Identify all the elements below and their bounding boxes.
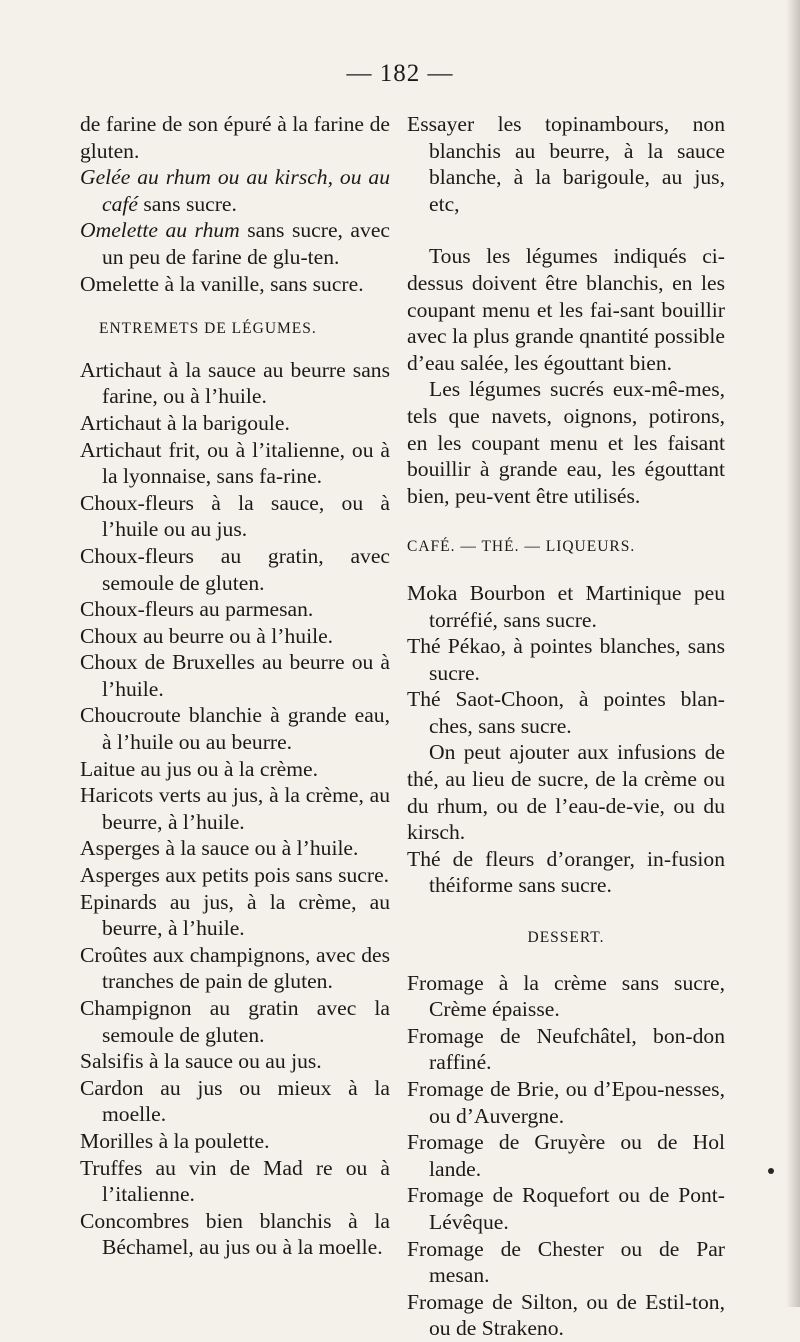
list-item: Thé Saot-Choon, à pointes blan-ches, sans sucre.	[407, 687, 725, 738]
section-title-dessert: DESSERT.	[527, 929, 605, 947]
list-item: Croûtes aux champignons, avec des tranches de pain de gluten.	[80, 942, 390, 994]
list-item: Moka Bourbon et Martinique peu torréfié, sans sucre.	[407, 580, 725, 632]
list-item: Morilles à la poulette.	[80, 1128, 270, 1153]
list-item: Cardon au jus ou mieux à la moelle.	[80, 1075, 390, 1127]
right-column	[407, 111, 725, 1342]
list-item: Fromage à la crème sans sucre, Crème épaisse.	[407, 970, 725, 1022]
list-item: Choux-fleurs à la sauce, ou à l’huile ou au jus.	[80, 490, 390, 542]
list-item: Salsifis à la sauce ou au jus.	[80, 1049, 322, 1074]
intro-entry	[80, 217, 390, 270]
list-item: Epinards au jus, à la crème, au beurre, à l’huile.	[80, 889, 390, 941]
list-item: Asperges à la sauce ou à l’huile.	[80, 836, 359, 861]
list-item: Fromage de Silton, ou de Estil-ton, ou de Strakeno.	[407, 1289, 725, 1341]
list-item: Choux-fleurs au gratin, avec semoule de gluten.	[80, 543, 390, 595]
list-item: Choux de Bruxelles au beurre ou à l’huile.	[80, 650, 390, 701]
list-item: Choux au beurre ou à l’huile.	[80, 623, 334, 648]
list-item: Champignon au gratin avec la semoule de gluten.	[80, 996, 390, 1047]
intro-entry: Omelette à la vanille, sans sucre.	[80, 271, 364, 296]
intro-entry-italic: Gelée au rhum ou au kirsch, ou au café	[80, 165, 390, 216]
section-title-entremets: ENTREMETS DE LÉGUMES.	[99, 320, 317, 338]
intro-entry-suffix: sans sucre, avec un peu de farine de glu-ten.	[102, 218, 390, 269]
intro-entry: Essayer les topinambours, non blanchis au beurre, à la sauce blanche, à la barigoule, au jus, etc,	[407, 112, 725, 216]
left-column	[80, 111, 390, 1261]
section-title-cafe: CAFÉ. — THÉ. — LIQUEURS.	[407, 538, 636, 556]
list-item: Fromage de Brie, ou d’Epou-nesses, ou d’Auvergne.	[407, 1077, 725, 1128]
intro-entry-italic: Omelette au rhum	[80, 218, 240, 243]
list-item: Haricots verts au jus, à la crème, au beurre, à l’huile.	[80, 783, 390, 834]
ink-speck	[768, 1168, 774, 1174]
list-item: Artichaut frit, ou à l’italienne, ou à la lyonnaise, sans fa-rine.	[80, 437, 390, 489]
page-edge-shadow	[786, 0, 800, 1307]
list-item: Fromage de Gruyère ou de Hol lande.	[407, 1130, 725, 1181]
intro-entry: de farine de son épuré à la farine de gluten.	[80, 112, 390, 163]
list-item: Choux-fleurs au parmesan.	[80, 597, 314, 622]
list-item: Fromage de Neufchâtel, bon-don raffiné.	[407, 1023, 725, 1075]
paragraph: Les légumes sucrés eux-mê-mes, tels que navets, oignons, potirons, en les coupant menu et les faisant bouillir à grande eau, les égouttant bien, peu-vent être utilisés.	[407, 377, 725, 508]
list-item: Concombres bien blanchis à la Béchamel, au jus ou à la moelle.	[80, 1208, 390, 1260]
intro-entry	[80, 164, 390, 217]
list-item: Fromage de Chester ou de Par mesan.	[407, 1236, 725, 1288]
list-item: Laitue au jus ou à la crème.	[80, 756, 319, 781]
paragraph: On peut ajouter aux infusions de thé, au lieu de sucre, de la crème ou du rhum, ou de l’eau-de-vie, ou du kirsch.	[407, 740, 725, 845]
list-item: Choucroute blanchie à grande eau, à l’huile ou au beurre.	[80, 703, 390, 755]
list-item: Asperges aux petits pois sans sucre.	[80, 863, 390, 888]
list-item: Thé Pékao, à pointes blanches, sans sucre.	[407, 634, 725, 685]
list-item: Thé de fleurs d’oranger, in-fusion théiforme sans sucre.	[407, 846, 725, 898]
list-item: Artichaut à la barigoule.	[80, 410, 290, 435]
list-item: Artichaut à la sauce au beurre sans farine, ou à l’huile.	[80, 357, 390, 409]
intro-entry-suffix: sans sucre.	[137, 191, 237, 216]
page-number: — 182 —	[346, 60, 454, 87]
paragraph: Tous les légumes indiqués ci-dessus doivent être blanchis, en les coupant menu et les fai-sant bouillir avec la plus grande qnantité possible d’eau salée, les égouttant bien.	[407, 244, 725, 375]
list-item: Fromage de Roquefort ou de Pont-Lévêque.	[407, 1183, 725, 1234]
list-item: Truffes au vin de Mad re ou à l’italienne.	[80, 1155, 390, 1207]
